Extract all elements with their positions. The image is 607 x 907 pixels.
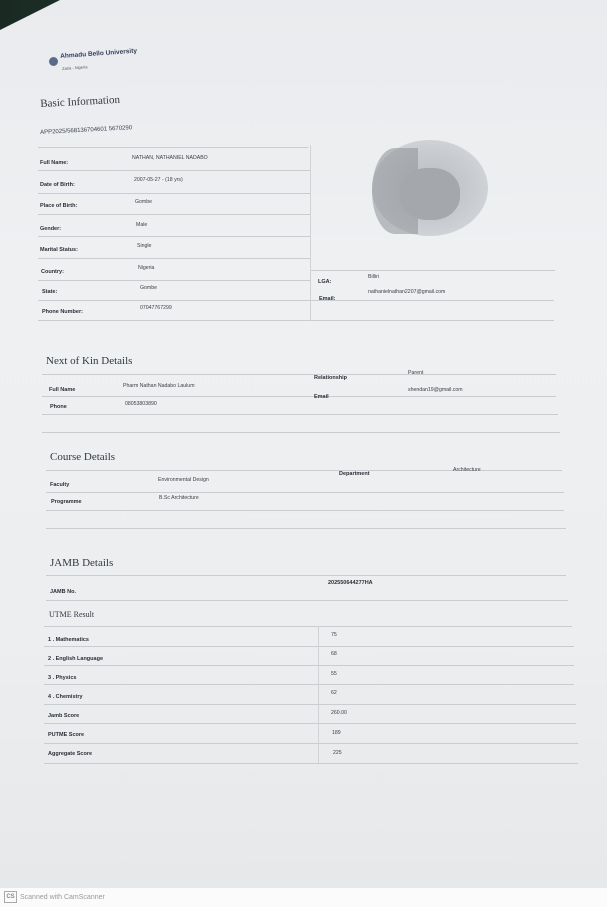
putme-score-label: PUTME Score xyxy=(48,732,85,738)
marital-status-label: Marital Status: xyxy=(40,247,78,253)
result-english-label: 2 . English Language xyxy=(48,656,104,662)
lga-label: LGA: xyxy=(318,279,332,285)
full-name-value: NATHAN, NATHANIEL NADABO xyxy=(132,155,208,161)
kin-full-name-value: Pharm Nathan Nadabo Laulum xyxy=(123,383,195,389)
programme-label: Programme xyxy=(51,499,82,505)
jamb-details-heading: JAMB Details xyxy=(50,557,114,569)
faculty-value: Environmental Design xyxy=(158,477,209,483)
relationship-label: Relationship xyxy=(314,375,348,381)
result-physics-value: 55 xyxy=(331,671,337,677)
camscanner-icon: CS xyxy=(4,891,17,903)
aggregate-score-label: Aggregate Score xyxy=(48,751,93,757)
result-chemistry-value: 62 xyxy=(331,690,337,696)
utme-result-heading: UTME Result xyxy=(49,610,95,619)
department-label: Department xyxy=(339,471,370,477)
kin-email-value: shendan19@gmail.com xyxy=(408,387,463,393)
marital-status-value: Single xyxy=(137,243,152,249)
relationship-value: Parent xyxy=(408,370,424,376)
programme-value: B.Sc Architecture xyxy=(159,495,199,501)
dob-label: Date of Birth: xyxy=(40,182,75,188)
next-of-kin-heading: Next of Kin Details xyxy=(46,355,133,367)
basic-info-heading: Basic Information xyxy=(40,93,121,110)
result-chemistry-label: 4 . Chemistry xyxy=(48,694,83,700)
department-value: Architecture xyxy=(453,467,481,473)
state-label: State: xyxy=(42,289,58,295)
jamb-score-label: Jamb Score xyxy=(48,713,80,719)
gender-value: Male xyxy=(136,222,148,228)
jamb-score-value: 260.00 xyxy=(331,710,347,716)
scanner-text: Scanned with CamScanner xyxy=(20,893,105,901)
email-label: Email: xyxy=(319,296,336,302)
gender-label: Gender: xyxy=(40,226,62,232)
lga-value: Billiri xyxy=(368,274,379,280)
country-value: Nigeria xyxy=(138,265,155,271)
full-name-label: Full Name: xyxy=(40,160,69,166)
kin-phone-value: 08053803890 xyxy=(125,401,157,407)
place-of-birth-label: Place of Birth: xyxy=(40,203,78,209)
university-name: Ahmadu Bello University xyxy=(60,47,138,60)
phone-number-label: Phone Number: xyxy=(42,309,83,315)
country-label: Country: xyxy=(41,269,64,275)
putme-score-value: 189 xyxy=(332,730,341,736)
email-value: nathanielnathan2207@gmail.com xyxy=(368,289,446,295)
place-of-birth-value: Gombe xyxy=(135,199,153,205)
dob-value: 2007-05-27 - (18 yrs) xyxy=(134,177,183,183)
jamb-no-label: JAMB No. xyxy=(50,589,76,595)
course-details-heading: Course Details xyxy=(50,451,116,463)
result-mathematics-value: 75 xyxy=(331,632,337,638)
state-value: Gombe xyxy=(140,285,158,291)
faculty-label: Faculty xyxy=(50,482,70,488)
result-mathematics-label: 1 . Mathematics xyxy=(48,637,89,643)
application-id: APP2025/568136704601 5670290 xyxy=(40,125,133,136)
university-logo xyxy=(49,57,58,66)
kin-phone-label: Phone xyxy=(50,404,67,410)
university-location: Zaria - Nigeria xyxy=(62,64,88,71)
result-english-value: 68 xyxy=(331,651,337,657)
photo-face xyxy=(400,168,460,220)
phone-number-value: 07047767299 xyxy=(140,305,172,311)
scanner-watermark xyxy=(4,891,105,903)
kin-full-name-label: Full Name xyxy=(49,387,76,393)
aggregate-score-value: 225 xyxy=(333,750,342,756)
jamb-no-value: 202550644277HA xyxy=(328,580,373,586)
kin-email-label: Email xyxy=(314,394,329,400)
result-physics-label: 3 . Physics xyxy=(48,675,77,681)
